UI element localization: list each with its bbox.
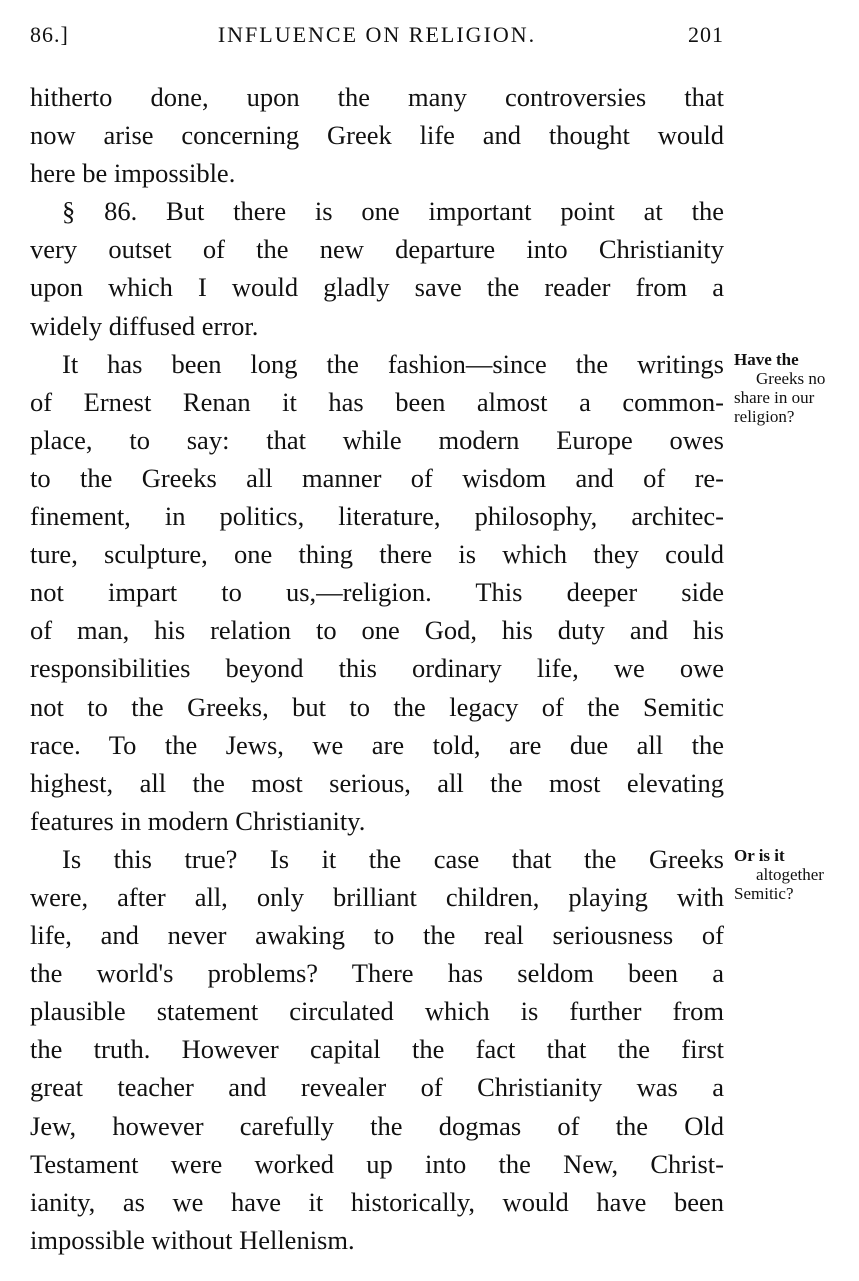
paragraph-start-renan: It has been long the fashion—since the writings [62, 348, 724, 379]
body-text [30, 78, 724, 1259]
margin-note-greeks-share [734, 350, 854, 426]
text-line: Jew, however carefully the dogmas of the Old [30, 1110, 724, 1141]
margin-note-semitic [734, 846, 854, 903]
text-line: widely diffused error. [30, 310, 259, 341]
margin-note-line: Semitic? [734, 884, 794, 903]
text-line: of man, his relation to one God, his duty and his [30, 615, 724, 646]
margin-note-line: Have the [734, 350, 799, 369]
running-title: INFLUENCE ON RELIGION. [217, 22, 537, 47]
text-line: impossible without Hellenism. [30, 1224, 355, 1255]
text-line: the world's problems? There has seldom been a [30, 958, 724, 989]
margin-note-line: religion? [734, 407, 795, 426]
margin-note-line: share in our [734, 388, 815, 407]
text-line: features in modern Christianity. [30, 805, 366, 836]
text-line: responsibilities beyond this ordinary life, we owe [30, 653, 724, 684]
text-line: highest, all the most serious, all the most elevating [30, 767, 724, 798]
text-line: were, after all, only brilliant children, playing with [30, 881, 724, 912]
page-number: 201 [688, 22, 724, 47]
text-line: upon which I would gladly save the reader from a [30, 272, 724, 303]
text-line: not to the Greeks, but to the legacy of the Semitic [30, 691, 724, 722]
text-line: finement, in politics, literature, philosophy, architec- [30, 501, 724, 532]
text-line: ianity, as we have it historically, would have been [30, 1186, 724, 1217]
text-line: of Ernest Renan it has been almost a common- [30, 386, 724, 417]
running-head [30, 22, 724, 52]
paragraph-start-is-this-true: Is this true? Is it the case that the Greeks [62, 843, 724, 874]
text-line: plausible statement circulated which is further from [30, 996, 724, 1027]
text-line: place, to say: that while modern Europe owes [30, 424, 724, 455]
text-line: Testament were worked up into the New, Christ- [30, 1148, 724, 1179]
text-line: the truth. However capital the fact that the first [30, 1034, 724, 1065]
paragraph-start-section-86: § 86. But there is one important point at the [62, 196, 724, 227]
margin-note-line: Or is it [734, 846, 785, 865]
margin-note-line: Greeks no [756, 369, 826, 388]
text-line: life, and never awaking to the real seriousness of [30, 920, 724, 951]
section-reference: 86.] [30, 22, 69, 47]
text-line: ture, sculpture, one thing there is which they could [30, 539, 724, 570]
text-line: here be impossible. [30, 158, 236, 189]
text-line: great teacher and revealer of Christianity was a [30, 1072, 724, 1103]
text-line: hitherto done, upon the many controversies that [30, 82, 724, 112]
text-line: now arise concerning Greek life and thought would [30, 120, 724, 151]
text-line: not impart to us,—religion. This deeper side [30, 577, 724, 608]
text-line: to the Greeks all manner of wisdom and of re- [30, 462, 724, 493]
text-line: race. To the Jews, we are told, are due all the [30, 729, 724, 760]
margin-note-line: altogether [756, 865, 824, 884]
text-line: very outset of the new departure into Christianity [30, 234, 724, 265]
